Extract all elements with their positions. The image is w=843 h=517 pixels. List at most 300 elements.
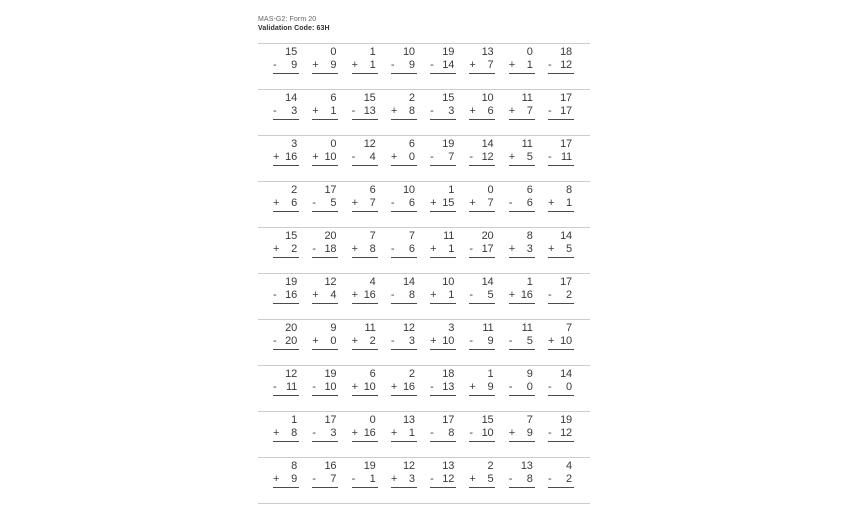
answer-line bbox=[273, 349, 299, 350]
problem bbox=[312, 138, 338, 166]
operator: + bbox=[312, 289, 319, 301]
bottom-operand bbox=[509, 59, 535, 72]
bottom-operand bbox=[273, 151, 299, 164]
answer-line bbox=[548, 441, 574, 442]
bottom-operand bbox=[548, 473, 574, 486]
answer-line bbox=[430, 441, 456, 442]
operator: - bbox=[547, 381, 552, 393]
bottom-operand bbox=[391, 335, 417, 348]
top-number: 0 bbox=[369, 414, 376, 426]
top-number: 20 bbox=[285, 322, 297, 334]
top-number: 2 bbox=[408, 368, 415, 380]
bottom-number: 16 bbox=[363, 427, 376, 439]
top-number: 11 bbox=[443, 230, 455, 242]
operator: - bbox=[312, 427, 316, 439]
top-number: 11 bbox=[521, 322, 533, 334]
operator: - bbox=[273, 105, 277, 117]
operator: - bbox=[273, 59, 277, 71]
bottom-operand bbox=[352, 151, 378, 164]
answer-line bbox=[469, 441, 495, 442]
problem bbox=[273, 414, 299, 442]
answer-line bbox=[391, 303, 417, 304]
problem bbox=[430, 460, 456, 488]
answer-line bbox=[312, 349, 338, 350]
operator: - bbox=[508, 197, 513, 209]
problem bbox=[352, 92, 378, 120]
answer-line bbox=[352, 395, 378, 396]
problem-row bbox=[258, 43, 590, 89]
operator: - bbox=[469, 335, 473, 347]
top-number: 8 bbox=[526, 230, 533, 242]
answer-line bbox=[509, 211, 535, 212]
bottom-number: 16 bbox=[520, 289, 533, 301]
bottom-operand bbox=[469, 243, 495, 256]
problem bbox=[391, 230, 417, 258]
top-number: 2 bbox=[487, 460, 494, 472]
bottom-number: 11 bbox=[285, 381, 297, 393]
answer-line bbox=[273, 257, 299, 258]
operator: - bbox=[430, 105, 434, 117]
form-label: MAS-G2: Form 20 bbox=[258, 16, 317, 23]
bottom-number: 16 bbox=[363, 289, 376, 301]
bottom-operand bbox=[312, 473, 338, 486]
operator: + bbox=[312, 151, 319, 163]
bottom-operand bbox=[273, 105, 299, 118]
operator: + bbox=[508, 243, 515, 255]
answer-line bbox=[548, 349, 574, 350]
answer-line bbox=[430, 73, 456, 74]
bottom-number: 5 bbox=[487, 289, 494, 301]
bottom-operand bbox=[391, 151, 417, 164]
bottom-number: 10 bbox=[481, 427, 494, 439]
bottom-operand bbox=[391, 473, 417, 486]
bottom-operand bbox=[391, 289, 417, 302]
bottom-number: 20 bbox=[285, 335, 297, 347]
bottom-number: 3 bbox=[408, 335, 415, 347]
problem bbox=[352, 460, 378, 488]
top-number: 0 bbox=[487, 184, 494, 196]
bottom-operand bbox=[352, 335, 378, 348]
problem bbox=[548, 414, 574, 442]
top-number: 13 bbox=[403, 414, 415, 426]
bottom-number: 8 bbox=[526, 473, 533, 485]
bottom-number: 1 bbox=[369, 59, 376, 71]
answer-line bbox=[312, 165, 338, 166]
worksheet-header bbox=[258, 15, 590, 43]
bottom-operand bbox=[273, 335, 299, 348]
top-number: 0 bbox=[330, 138, 337, 150]
bottom-number: 5 bbox=[526, 151, 533, 163]
problem bbox=[430, 368, 456, 396]
answer-line bbox=[312, 487, 338, 488]
answer-line bbox=[548, 211, 574, 212]
answer-line bbox=[548, 395, 574, 396]
top-number: 15 bbox=[442, 92, 455, 104]
top-number: 1 bbox=[487, 368, 494, 380]
operator: - bbox=[390, 243, 395, 255]
operator: + bbox=[508, 151, 515, 163]
bottom-operand bbox=[548, 59, 574, 72]
problem bbox=[430, 92, 456, 120]
problem bbox=[352, 184, 378, 212]
operator: - bbox=[273, 335, 277, 347]
answer-line bbox=[548, 303, 574, 304]
bottom-number: 8 bbox=[408, 289, 415, 301]
problem bbox=[352, 230, 378, 258]
bottom-operand bbox=[273, 381, 299, 394]
top-number: 0 bbox=[330, 46, 337, 58]
bottom-operand bbox=[509, 427, 535, 440]
answer-line bbox=[391, 349, 417, 350]
bottom-operand bbox=[430, 473, 456, 486]
bottom-operand bbox=[273, 197, 299, 210]
bottom-operand bbox=[391, 381, 417, 394]
top-number: 17 bbox=[560, 92, 572, 104]
problem bbox=[312, 92, 338, 120]
problem bbox=[469, 138, 495, 166]
bottom-operand bbox=[469, 335, 495, 348]
top-number: 15 bbox=[481, 414, 494, 426]
operator: + bbox=[547, 335, 555, 347]
answer-line bbox=[469, 395, 495, 396]
top-number: 10 bbox=[442, 276, 455, 288]
top-number: 14 bbox=[560, 368, 572, 380]
bottom-number: 7 bbox=[369, 197, 376, 209]
top-number: 15 bbox=[363, 92, 376, 104]
operator: + bbox=[351, 243, 358, 255]
top-number: 7 bbox=[526, 414, 533, 426]
answer-line bbox=[273, 73, 299, 74]
top-number: 9 bbox=[526, 368, 533, 380]
top-number: 2 bbox=[291, 184, 297, 196]
operator: + bbox=[273, 243, 280, 255]
top-number: 17 bbox=[442, 414, 455, 426]
problem-row bbox=[258, 181, 590, 227]
bottom-operand bbox=[548, 335, 574, 348]
bottom-operand bbox=[430, 105, 456, 118]
bottom-number: 0 bbox=[408, 151, 415, 163]
answer-line bbox=[509, 257, 535, 258]
problem bbox=[509, 414, 535, 442]
problem bbox=[509, 322, 535, 350]
bottom-operand bbox=[430, 381, 456, 394]
answer-line bbox=[312, 303, 338, 304]
operator: + bbox=[273, 427, 280, 439]
answer-line bbox=[352, 257, 378, 258]
bottom-number: 12 bbox=[481, 151, 494, 163]
top-number: 4 bbox=[369, 276, 376, 288]
operator: - bbox=[312, 473, 316, 485]
bottom-number: 9 bbox=[291, 473, 297, 485]
bottom-operand bbox=[273, 59, 299, 72]
answer-line bbox=[430, 119, 456, 120]
top-number: 2 bbox=[408, 92, 415, 104]
problem bbox=[273, 92, 299, 120]
bottom-number: 4 bbox=[330, 289, 337, 301]
problem bbox=[352, 138, 378, 166]
problem bbox=[469, 184, 495, 212]
bottom-number: 1 bbox=[330, 105, 337, 117]
bottom-number: 10 bbox=[442, 335, 455, 347]
top-number: 13 bbox=[520, 460, 533, 472]
bottom-number: 9 bbox=[330, 59, 337, 71]
bottom-operand bbox=[509, 335, 535, 348]
answer-line bbox=[273, 303, 299, 304]
bottom-operand bbox=[312, 335, 338, 348]
operator: + bbox=[273, 197, 280, 209]
problem bbox=[391, 368, 417, 396]
operator: + bbox=[547, 243, 555, 255]
bottom-operand bbox=[430, 335, 456, 348]
top-number: 18 bbox=[560, 46, 572, 58]
answer-line bbox=[469, 73, 495, 74]
answer-line bbox=[312, 441, 338, 442]
top-number: 3 bbox=[291, 138, 297, 150]
bottom-operand bbox=[509, 105, 535, 118]
operator: - bbox=[469, 289, 473, 301]
operator: + bbox=[469, 105, 476, 117]
answer-line bbox=[509, 303, 535, 304]
top-number: 14 bbox=[285, 92, 297, 104]
bottom-operand bbox=[352, 427, 378, 440]
operator: - bbox=[430, 59, 434, 71]
answer-line bbox=[352, 211, 378, 212]
problem bbox=[430, 46, 456, 74]
top-number: 9 bbox=[330, 322, 337, 334]
top-number: 14 bbox=[481, 138, 494, 150]
operator: + bbox=[351, 289, 358, 301]
answer-line bbox=[548, 73, 574, 74]
problem bbox=[469, 414, 495, 442]
problem bbox=[469, 368, 495, 396]
problem bbox=[469, 322, 495, 350]
bottom-operand bbox=[509, 243, 535, 256]
bottom-number: 6 bbox=[291, 197, 297, 209]
answer-line bbox=[469, 119, 495, 120]
answer-line bbox=[273, 395, 299, 396]
operator: + bbox=[390, 381, 398, 393]
problem-row bbox=[258, 319, 590, 365]
answer-line bbox=[509, 441, 535, 442]
bottom-operand bbox=[273, 473, 299, 486]
problem bbox=[273, 184, 299, 212]
answer-line bbox=[509, 73, 535, 74]
bottom-operand bbox=[312, 197, 338, 210]
problem bbox=[352, 322, 378, 350]
problem-row bbox=[258, 457, 590, 504]
bottom-number: 6 bbox=[526, 197, 533, 209]
top-number: 16 bbox=[324, 460, 337, 472]
operator: - bbox=[547, 59, 552, 71]
answer-line bbox=[391, 395, 417, 396]
answer-line bbox=[469, 487, 495, 488]
problem-row bbox=[258, 365, 590, 411]
bottom-operand bbox=[273, 243, 299, 256]
bottom-operand bbox=[509, 473, 535, 486]
operator: + bbox=[312, 59, 319, 71]
problem bbox=[391, 460, 417, 488]
top-number: 6 bbox=[330, 92, 337, 104]
top-number: 19 bbox=[560, 414, 572, 426]
answer-line bbox=[391, 211, 417, 212]
answer-line bbox=[312, 257, 338, 258]
answer-line bbox=[469, 257, 495, 258]
bottom-number: 1 bbox=[526, 59, 533, 71]
top-number: 1 bbox=[291, 414, 297, 426]
problem bbox=[273, 276, 299, 304]
operator: - bbox=[351, 473, 356, 485]
bottom-operand bbox=[469, 105, 495, 118]
problem bbox=[469, 46, 495, 74]
top-number: 17 bbox=[560, 138, 572, 150]
problem bbox=[430, 322, 456, 350]
operator: + bbox=[312, 335, 319, 347]
answer-line bbox=[352, 487, 378, 488]
answer-line bbox=[548, 119, 574, 120]
problem bbox=[548, 230, 574, 258]
answer-line bbox=[548, 487, 574, 488]
bottom-operand bbox=[430, 197, 456, 210]
bottom-operand bbox=[548, 289, 574, 302]
top-number: 14 bbox=[560, 230, 572, 242]
answer-line bbox=[273, 165, 299, 166]
answer-line bbox=[548, 165, 574, 166]
problem bbox=[548, 276, 574, 304]
bottom-number: 1 bbox=[408, 427, 415, 439]
answer-line bbox=[273, 211, 299, 212]
top-number: 0 bbox=[526, 46, 533, 58]
top-number: 12 bbox=[324, 276, 337, 288]
bottom-number: 5 bbox=[487, 473, 494, 485]
problem bbox=[391, 184, 417, 212]
problem bbox=[548, 322, 574, 350]
operator: + bbox=[273, 151, 280, 163]
bottom-number: 10 bbox=[560, 335, 572, 347]
answer-line bbox=[469, 303, 495, 304]
problem bbox=[312, 46, 338, 74]
answer-line bbox=[469, 165, 495, 166]
problem bbox=[430, 414, 456, 442]
bottom-number: 15 bbox=[442, 197, 455, 209]
top-number: 20 bbox=[481, 230, 494, 242]
problem bbox=[509, 138, 535, 166]
operator: + bbox=[430, 243, 437, 255]
bottom-operand bbox=[548, 243, 574, 256]
operator: + bbox=[390, 105, 398, 117]
answer-line bbox=[509, 119, 535, 120]
problem bbox=[312, 230, 338, 258]
bottom-number: 3 bbox=[408, 473, 415, 485]
top-number: 19 bbox=[324, 368, 337, 380]
problem bbox=[469, 92, 495, 120]
bottom-number: 1 bbox=[369, 473, 376, 485]
operator: + bbox=[469, 197, 476, 209]
bottom-number: 16 bbox=[403, 381, 415, 393]
bottom-number: 3 bbox=[291, 105, 297, 117]
problems-grid bbox=[258, 43, 590, 504]
top-number: 13 bbox=[442, 460, 455, 472]
bottom-number: 11 bbox=[560, 151, 572, 163]
operator: + bbox=[508, 427, 515, 439]
operator: - bbox=[508, 381, 513, 393]
operator: - bbox=[469, 427, 473, 439]
bottom-operand bbox=[469, 151, 495, 164]
bottom-operand bbox=[312, 381, 338, 394]
bottom-operand bbox=[352, 243, 378, 256]
bottom-operand bbox=[430, 151, 456, 164]
bottom-operand bbox=[509, 197, 535, 210]
problem-row bbox=[258, 135, 590, 181]
operator: - bbox=[351, 151, 356, 163]
top-number: 14 bbox=[403, 276, 415, 288]
bottom-operand bbox=[469, 381, 495, 394]
bottom-operand bbox=[391, 105, 417, 118]
bottom-number: 3 bbox=[448, 105, 455, 117]
top-number: 8 bbox=[291, 460, 297, 472]
answer-line bbox=[391, 119, 417, 120]
bottom-number: 14 bbox=[442, 59, 455, 71]
problem bbox=[391, 414, 417, 442]
bottom-operand bbox=[391, 427, 417, 440]
bottom-operand bbox=[548, 151, 574, 164]
top-number: 19 bbox=[442, 138, 455, 150]
top-number: 15 bbox=[285, 46, 297, 58]
problem bbox=[312, 276, 338, 304]
top-number: 1 bbox=[448, 184, 455, 196]
top-number: 11 bbox=[482, 322, 494, 334]
bottom-number: 10 bbox=[324, 151, 337, 163]
bottom-number: 10 bbox=[324, 381, 337, 393]
bottom-number: 2 bbox=[566, 473, 572, 485]
bottom-operand bbox=[273, 427, 299, 440]
bottom-operand bbox=[469, 289, 495, 302]
top-number: 17 bbox=[560, 276, 572, 288]
bottom-number: 5 bbox=[526, 335, 533, 347]
answer-line bbox=[548, 257, 574, 258]
operator: - bbox=[508, 335, 513, 347]
bottom-number: 7 bbox=[487, 59, 494, 71]
operator: + bbox=[430, 197, 437, 209]
operator: + bbox=[469, 473, 476, 485]
problem bbox=[469, 230, 495, 258]
operator: - bbox=[312, 197, 316, 209]
answer-line bbox=[430, 349, 456, 350]
bottom-number: 8 bbox=[408, 105, 415, 117]
bottom-number: 9 bbox=[487, 381, 494, 393]
problem bbox=[391, 92, 417, 120]
bottom-number: 7 bbox=[487, 197, 494, 209]
bottom-operand bbox=[509, 151, 535, 164]
operator: - bbox=[547, 151, 552, 163]
bottom-operand bbox=[548, 105, 574, 118]
operator: + bbox=[469, 59, 476, 71]
bottom-operand bbox=[509, 289, 535, 302]
bottom-number: 16 bbox=[285, 289, 297, 301]
operator: - bbox=[547, 427, 552, 439]
bottom-operand bbox=[469, 427, 495, 440]
problem bbox=[273, 138, 299, 166]
answer-line bbox=[391, 73, 417, 74]
top-number: 13 bbox=[481, 46, 494, 58]
answer-line bbox=[352, 349, 378, 350]
bottom-number: 10 bbox=[363, 381, 376, 393]
problem bbox=[509, 46, 535, 74]
operator: + bbox=[508, 59, 515, 71]
bottom-number: 1 bbox=[566, 197, 572, 209]
answer-line bbox=[312, 119, 338, 120]
top-number: 6 bbox=[369, 184, 376, 196]
bottom-operand bbox=[430, 59, 456, 72]
